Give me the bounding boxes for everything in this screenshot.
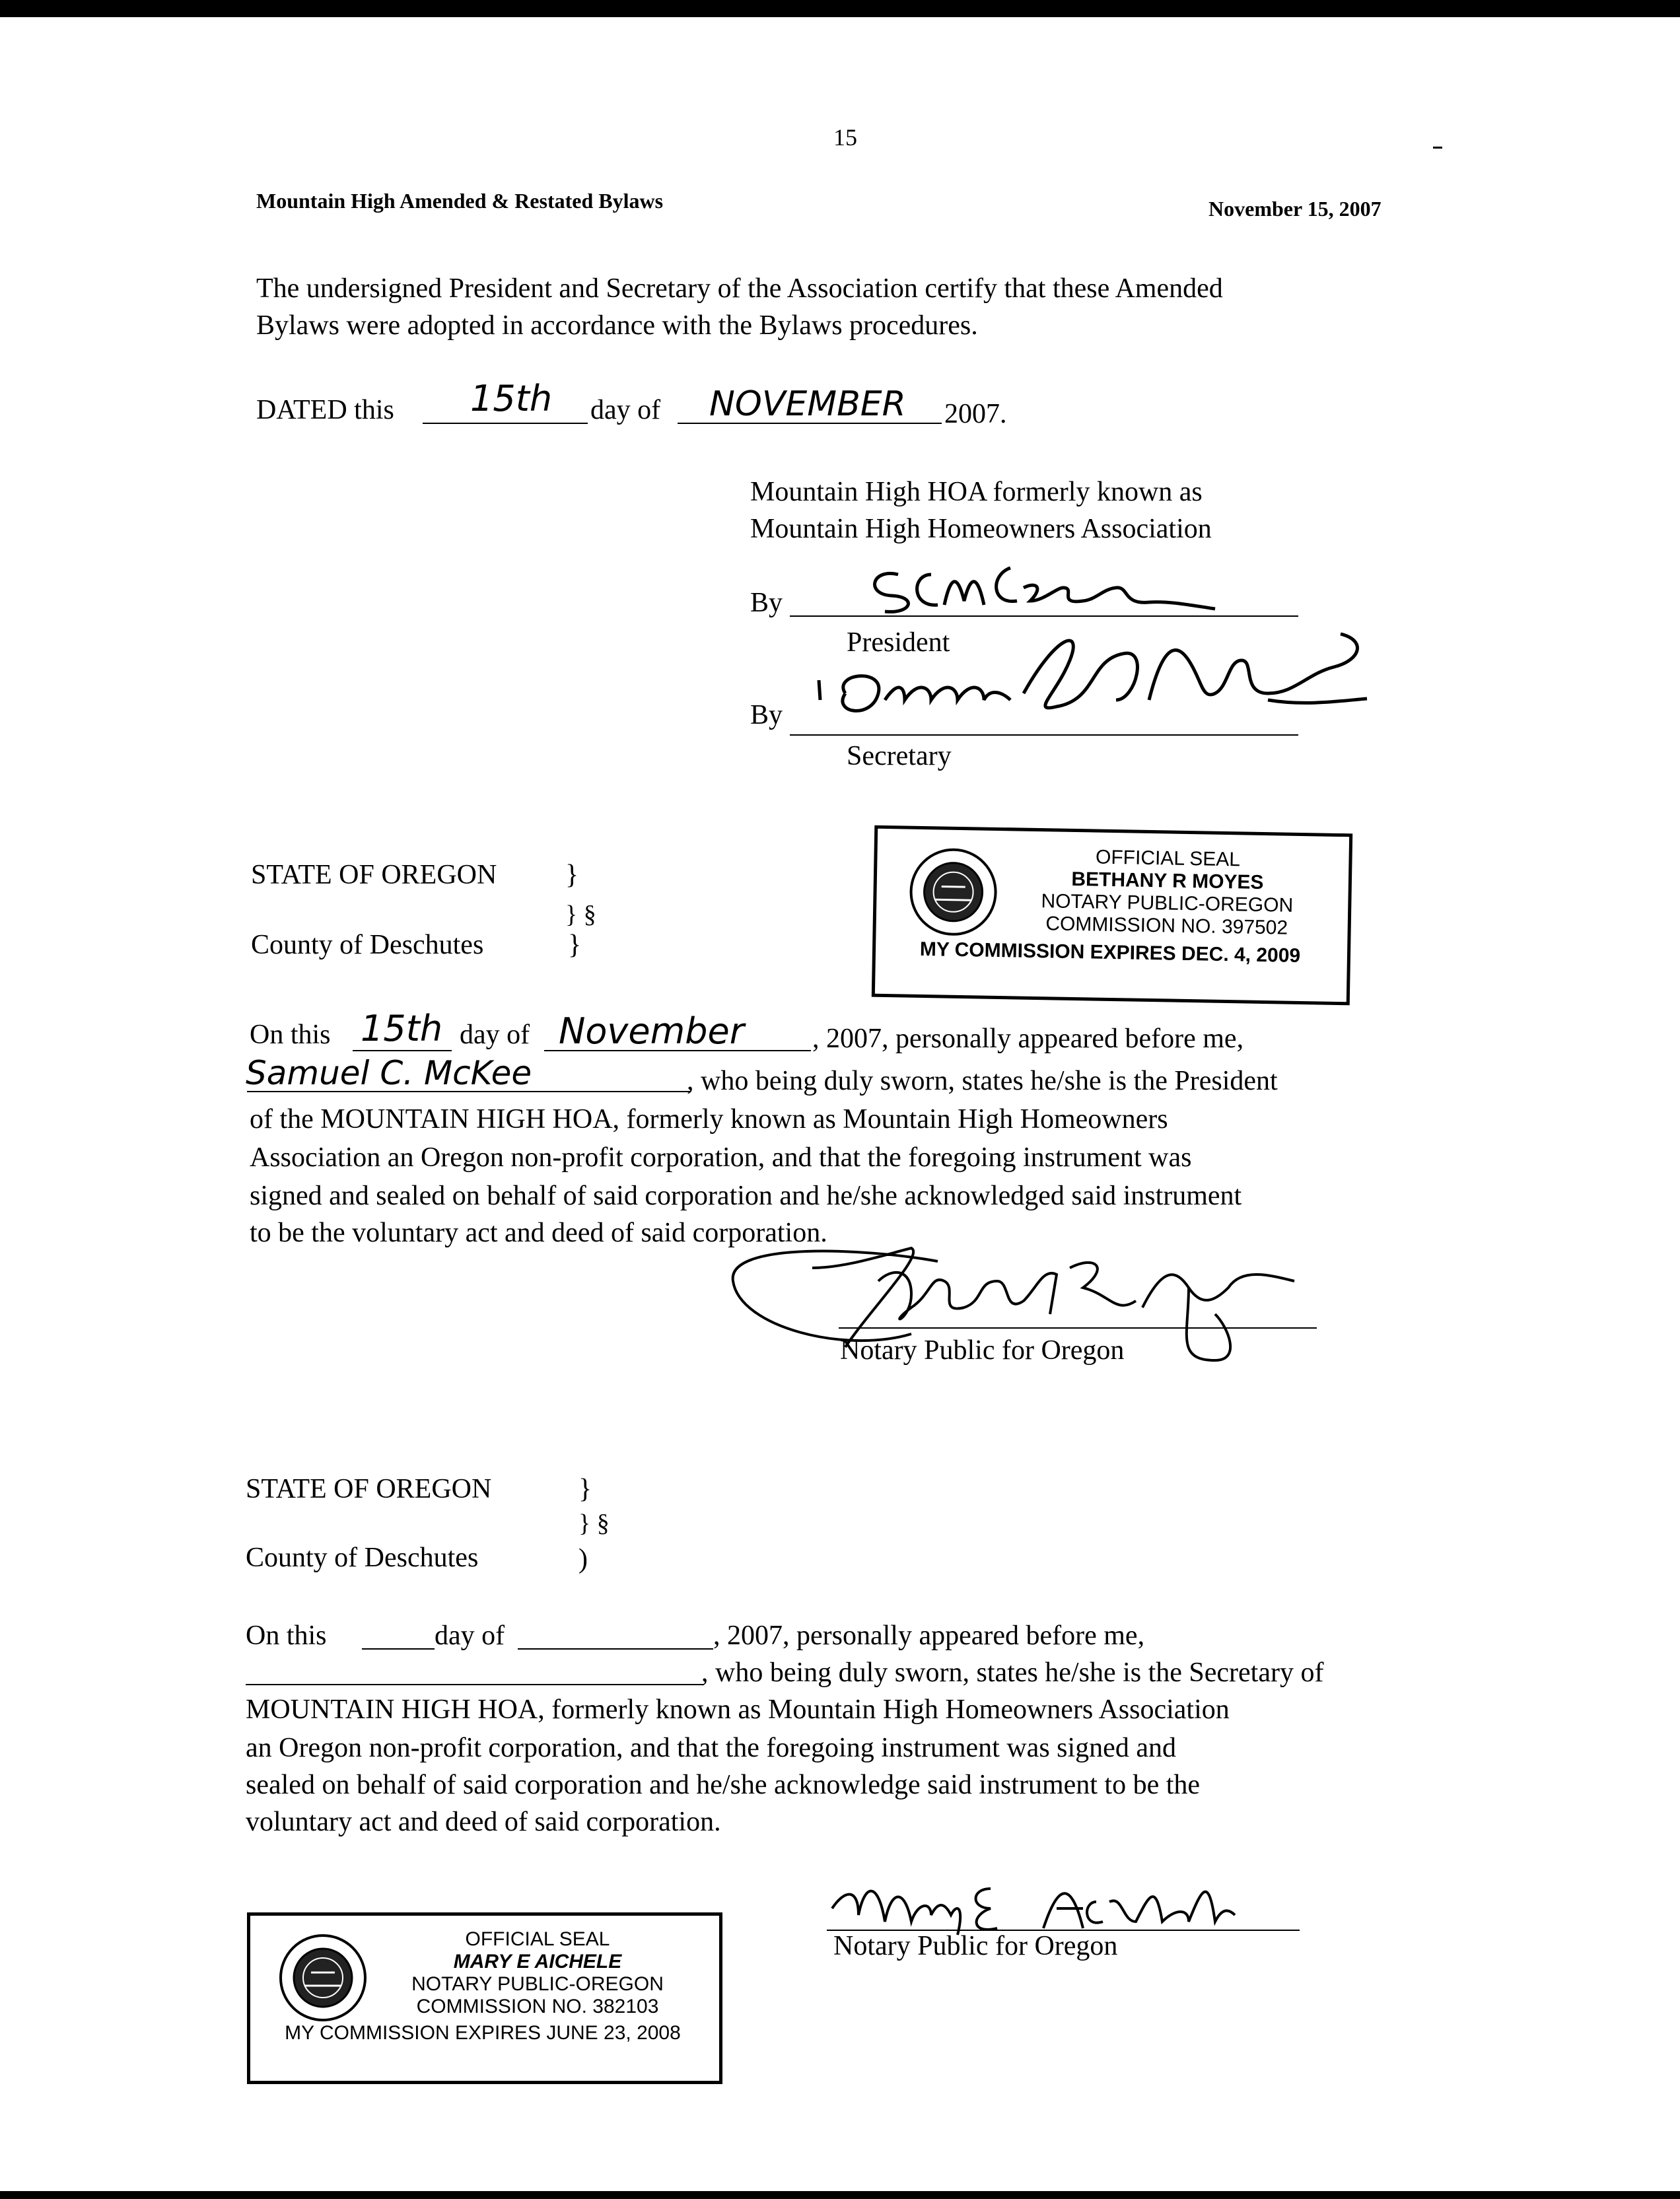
notary-seal-mary (247, 1912, 722, 2084)
secretary-signature-line (790, 734, 1298, 736)
notary2-signature (819, 1862, 1242, 1948)
notary1-line-5: signed and sealed on behalf of said corporation and he/she acknowledged said instrument (250, 1181, 1242, 1211)
notary1-signature (713, 1228, 1334, 1387)
president-signature (858, 548, 1228, 621)
seal1-expires: MY COMMISSION EXPIRES DEC. 4, 2009 (919, 938, 1301, 967)
seal1-notary: NOTARY PUBLIC-OREGON (1041, 890, 1294, 917)
notary2-county: County of Deschutes (246, 1543, 479, 1573)
notary1-line-3: of the MOUNTAIN HIGH HOA, formerly known as Mountain High Homeowners (250, 1104, 1168, 1134)
notary2-line-5: sealed on behalf of said corporation and he/she acknowledge said instrument to be the (246, 1770, 1201, 1800)
notary1-notary-label: Notary Public for Oregon (840, 1335, 1125, 1366)
seal2-official: OFFICIAL SEAL (465, 1928, 610, 1950)
oregon-state-seal-icon (907, 847, 998, 938)
notary2-line-6: voluntary act and deed of said corporation. (246, 1807, 721, 1837)
notary1-county: County of Deschutes (251, 930, 484, 960)
by-label-secretary: By (750, 700, 783, 730)
notary2-on-this: On this (246, 1621, 327, 1651)
notary1-brace-1: } (565, 860, 579, 890)
notary1-month-handwritten: November (559, 1010, 744, 1052)
secretary-title: Secretary (847, 741, 952, 771)
seal1-name: BETHANY R MOYES (1071, 868, 1264, 893)
seal2-notary: NOTARY PUBLIC-OREGON (411, 1973, 664, 1995)
seal2-expires: MY COMMISSION EXPIRES JUNE 23, 2008 (285, 2022, 681, 2044)
seal2-commission: COMMISSION NO. 382103 (416, 1996, 659, 2017)
association-line-2: Mountain High Homeowners Association (750, 514, 1212, 544)
notary1-line-4: Association an Oregon non-profit corporation, and that the foregoing instrument was (250, 1142, 1192, 1173)
notary2-name-line (246, 1684, 704, 1685)
notary1-brace-3: } (568, 930, 582, 960)
notary1-day-line (353, 1050, 452, 1051)
notary1-day-handwritten: 15th (361, 1008, 443, 1049)
notary1-name-handwritten: Samuel C. McKee (246, 1054, 532, 1092)
notary1-state: STATE OF OREGON (251, 860, 497, 890)
by-label-president: By (750, 588, 783, 618)
page-number: 15 (833, 124, 857, 151)
document-title: Mountain High Amended & Restated Bylaws (256, 189, 664, 213)
notary1-day-of: day of (460, 1020, 530, 1050)
notary2-line-4: an Oregon non-profit corporation, and that the foregoing instrument was signed and (246, 1733, 1176, 1763)
notary2-month-line (518, 1648, 713, 1650)
notary2-brace-section: } § (578, 1510, 610, 1537)
dated-year: 2007. (944, 399, 1007, 429)
scan-border-top (0, 0, 1680, 17)
notary2-year-text: , 2007, personally appeared before me, (713, 1621, 1145, 1651)
dated-day-handwritten: 15th (470, 378, 553, 419)
notary2-day-of: day of (435, 1621, 505, 1651)
oregon-state-seal-icon (278, 1933, 368, 2023)
seal1-official: OFFICIAL SEAL (1095, 846, 1241, 871)
notary2-notary-label: Notary Public for Oregon (833, 1931, 1118, 1961)
notary1-line-6: to be the voluntary act and deed of said corporation. (250, 1218, 827, 1248)
notary1-on-this: On this (250, 1020, 331, 1050)
certification-line-1: The undersigned President and Secretary of the Association certify that these Amended (256, 273, 1223, 304)
dated-day-of: day of (590, 395, 661, 425)
seal1-commission: COMMISSION NO. 397502 (1045, 913, 1288, 939)
notary2-line-2: , who being duly sworn, states he/she is the Secretary of (701, 1658, 1324, 1688)
certification-line-2: Bylaws were adopted in accordance with the Bylaws procedures. (256, 310, 978, 341)
dated-prefix: DATED this (256, 395, 394, 425)
seal2-name: MARY E AICHELE (453, 1951, 622, 1972)
notary2-brace-1: } (578, 1474, 592, 1504)
association-line-1: Mountain High HOA formerly known as (750, 477, 1203, 507)
notary1-brace-section: } § (565, 901, 596, 928)
notary-seal-bethany (872, 825, 1352, 1006)
notary1-year-text: , 2007, personally appeared before me, (812, 1024, 1244, 1054)
secretary-signature (806, 621, 1374, 726)
dated-day-line (423, 423, 588, 424)
president-title: President (847, 627, 950, 658)
dated-month-handwritten: NOVEMBER (709, 384, 906, 424)
document-date: November 15, 2007 (1208, 197, 1382, 221)
scan-border-bottom (0, 2191, 1680, 2199)
notary2-brace-3: ) (578, 1544, 588, 1574)
notary2-day-line (362, 1648, 435, 1650)
scan-mark (1433, 147, 1442, 149)
notary2-line-3: MOUNTAIN HIGH HOA, formerly known as Mountain High Homeowners Association (246, 1694, 1230, 1725)
notary1-line-2: , who being duly sworn, states he/she is the President (687, 1066, 1278, 1096)
notary2-state: STATE OF OREGON (246, 1474, 492, 1504)
